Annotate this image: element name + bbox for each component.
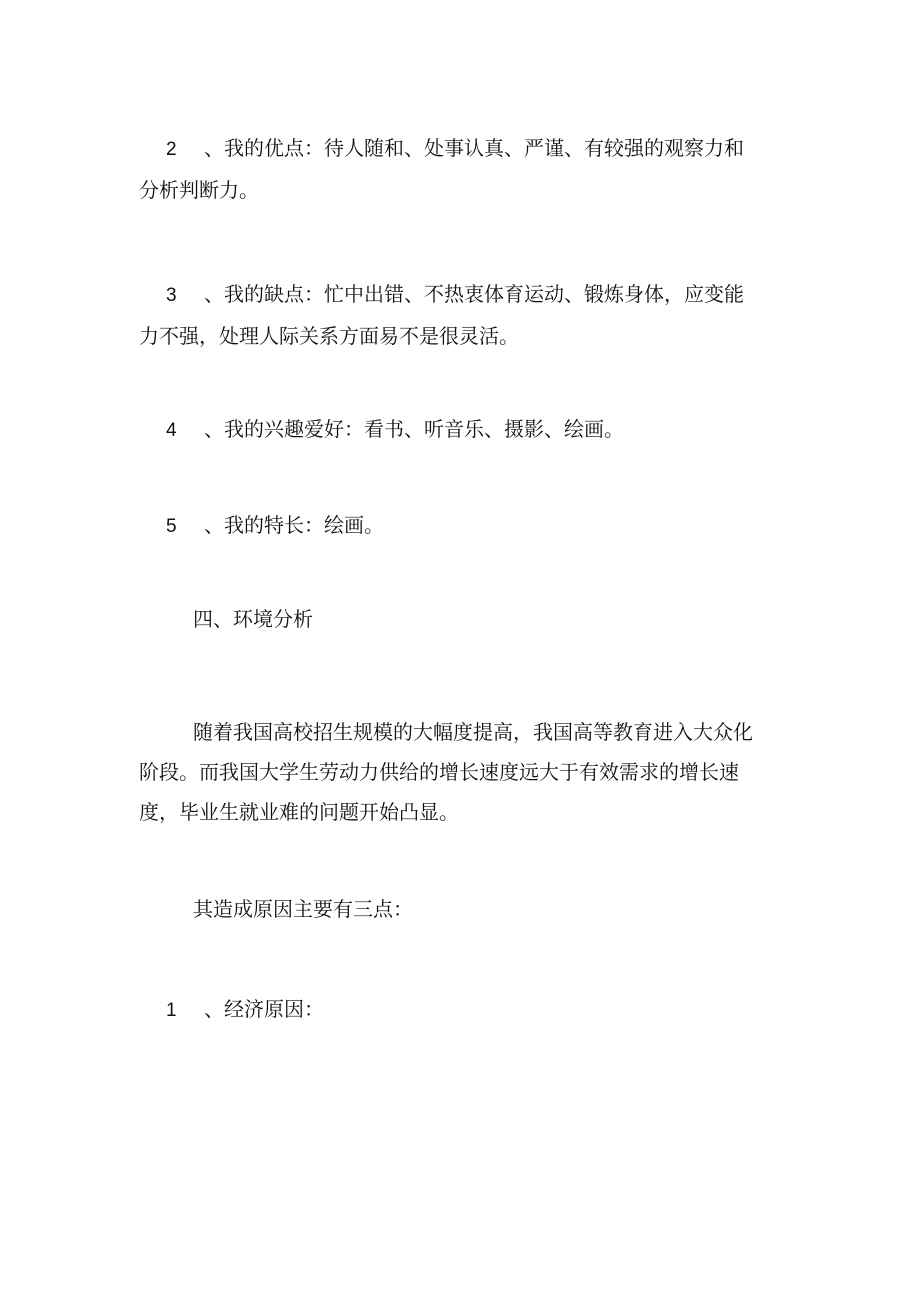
list-item-number: 5 — [166, 516, 177, 537]
list-item-number: 2 — [166, 139, 177, 160]
list-item-text: 、经济原因： — [204, 997, 324, 1021]
body-paragraph: 其造成原因主要有三点： — [193, 897, 413, 921]
section-heading: 四、环境分析 — [193, 607, 313, 631]
list-item-text: 、我的特长：绘画。 — [204, 513, 384, 537]
list-item-strengths — [139, 128, 759, 210]
list-item-text: 、我的缺点：忙中出错、不热衷体育运动、锻炼身体，应变能力不强，处理人际关系方面易不是很灵活。 — [139, 282, 744, 348]
list-item-text: 、我的兴趣爱好：看书、听音乐、摄影、绘画。 — [204, 417, 624, 441]
list-item-number: 1 — [166, 1000, 177, 1021]
list-item-number: 3 — [166, 285, 177, 306]
list-item-hobbies — [139, 409, 759, 451]
list-item-number: 4 — [166, 420, 177, 441]
list-item-weaknesses — [139, 274, 759, 356]
body-paragraph: 随着我国高校招生规模的大幅度提高，我国高等教育进入大众化阶段。而我国大学生劳动力供给的增长速度远大于有效需求的增长速度，毕业生就业难的问题开始凸显。 — [139, 720, 753, 824]
sub-item-economic — [139, 989, 759, 1031]
list-item-text: 、我的优点：待人随和、处事认真、严谨、有较强的观察力和分析判断力。 — [139, 136, 744, 202]
list-item-specialty — [139, 505, 759, 547]
